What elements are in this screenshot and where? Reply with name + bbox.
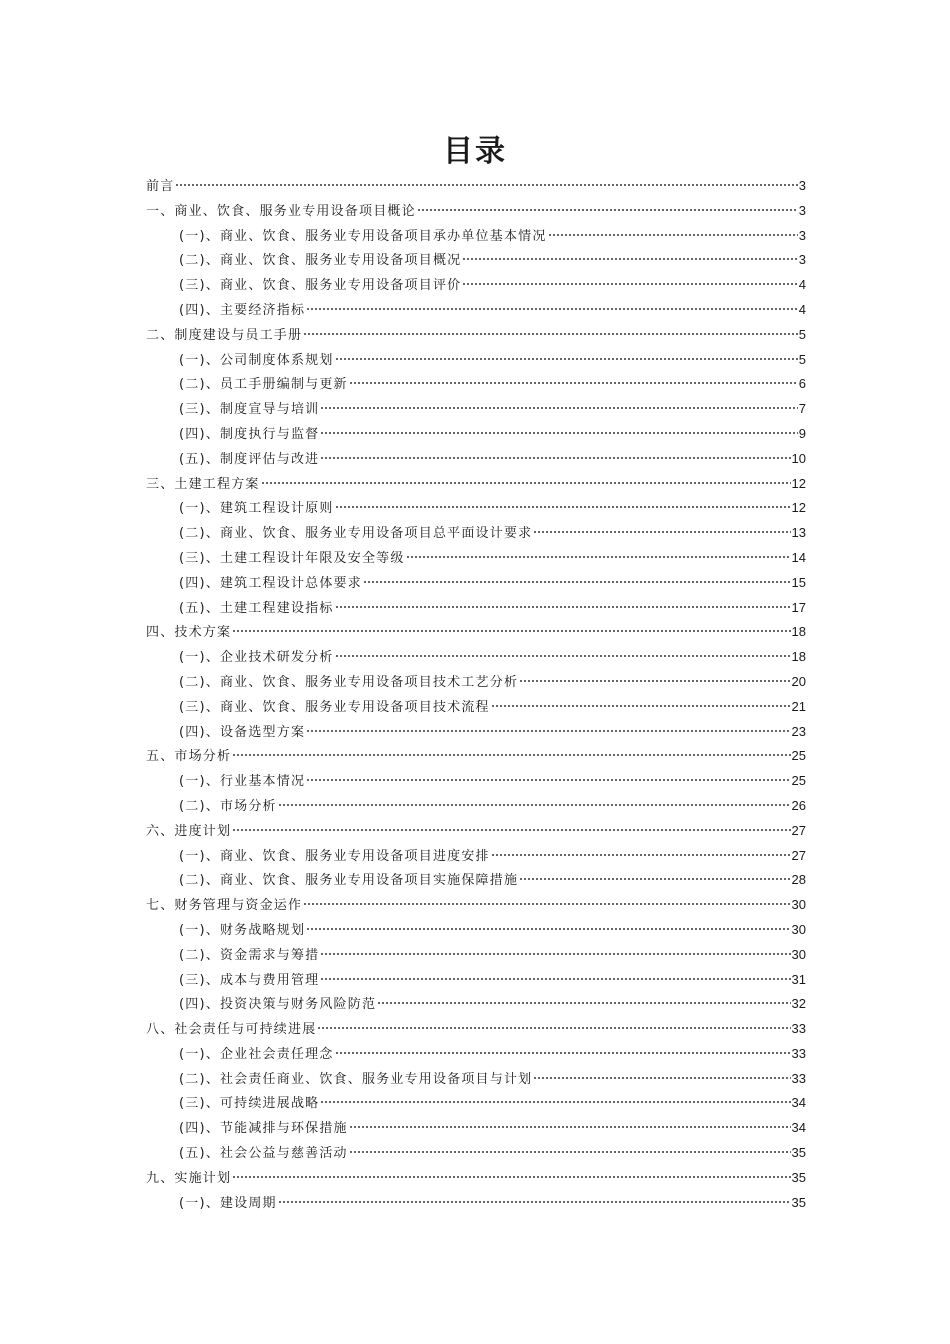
toc-entry[interactable] (146, 844, 806, 869)
toc-entry-page-number: 3 (798, 252, 806, 268)
dot-leader (303, 902, 790, 906)
toc-entry-page-number: 33 (791, 1045, 806, 1061)
toc-entry-page-number: 5 (798, 351, 806, 367)
dot-leader (306, 778, 790, 782)
dot-leader (232, 629, 790, 633)
toc-entry[interactable] (146, 992, 806, 1017)
toc-entry-page-number: 18 (791, 649, 806, 665)
dot-leader (377, 1001, 790, 1005)
toc-entry-page-number: 34 (791, 1095, 806, 1111)
toc-entry-page-number: 3 (798, 202, 806, 218)
toc-entry-page-number: 10 (791, 450, 806, 466)
dot-leader (349, 381, 798, 385)
toc-entry-page-number: 18 (791, 624, 806, 640)
toc-entry-page-number: 25 (791, 748, 806, 764)
dot-leader (533, 1076, 790, 1080)
toc-entry[interactable] (146, 1116, 806, 1141)
toc-entry-page-number: 33 (791, 1021, 806, 1037)
toc-entry-title: (五)、社会公益与慈善活动 (179, 1146, 348, 1162)
toc-entry-page-number: 6 (798, 376, 806, 392)
toc-entry[interactable] (146, 1141, 806, 1166)
toc-entry[interactable] (146, 893, 806, 918)
dot-leader (278, 803, 791, 807)
toc-entry-page-number: 23 (791, 723, 806, 739)
toc-entry[interactable] (146, 596, 806, 621)
toc-entry-page-number: 27 (791, 822, 806, 838)
toc-entry-title: 一、商业、饮食、服务业专用设备项目概论 (146, 203, 416, 219)
toc-entry[interactable] (146, 174, 806, 199)
toc-entry[interactable] (146, 397, 806, 422)
toc-entry[interactable] (146, 298, 806, 323)
toc-entry[interactable] (146, 248, 806, 273)
toc-entry-page-number: 30 (791, 897, 806, 913)
dot-leader (491, 704, 791, 708)
toc-entry-title: 六、进度计划 (146, 823, 232, 839)
toc-entry-page-number: 5 (798, 326, 806, 342)
toc-entry-page-number: 20 (791, 673, 806, 689)
toc-entry[interactable] (146, 1191, 806, 1216)
toc-entry-page-number: 32 (791, 996, 806, 1012)
toc-entry-title: (二)、市场分析 (179, 798, 277, 814)
toc-entry[interactable] (146, 1017, 806, 1042)
dot-leader (533, 530, 790, 534)
toc-entry-page-number: 25 (791, 773, 806, 789)
toc-entry[interactable] (146, 769, 806, 794)
toc-entry-title: (一)、财务战略规划 (179, 922, 306, 938)
dot-leader (317, 1026, 790, 1030)
dot-leader (306, 307, 798, 311)
toc-entry[interactable] (146, 447, 806, 472)
toc-entry-title: (一)、建设周期 (179, 1195, 277, 1211)
toc-entry-page-number: 34 (791, 1120, 806, 1136)
toc-entry-page-number: 13 (791, 525, 806, 541)
toc-entry[interactable] (146, 521, 806, 546)
dot-leader (349, 1125, 791, 1129)
toc-entry-title: (三)、商业、饮食、服务业专用设备项目评价 (179, 278, 462, 294)
toc-entry-title: (三)、商业、饮食、服务业专用设备项目技术流程 (179, 699, 490, 715)
toc-entry-page-number: 31 (791, 971, 806, 987)
dot-leader (320, 431, 797, 435)
toc-entry-title: (一)、建筑工程设计原则 (179, 501, 334, 517)
toc-entry[interactable] (146, 670, 806, 695)
toc-entry-page-number: 12 (791, 475, 806, 491)
dot-leader (320, 406, 797, 410)
toc-entry-title: (五)、制度评估与改进 (179, 451, 320, 467)
toc-entry-title: (四)、主要经济指标 (179, 302, 306, 318)
dot-leader (320, 1100, 790, 1104)
dot-leader (548, 233, 798, 237)
toc-entry-title: (一)、企业技术研发分析 (179, 650, 334, 666)
toc-entry-title: (一)、公司制度体系规划 (179, 352, 334, 368)
dot-leader (462, 257, 797, 261)
dot-leader (232, 828, 790, 832)
toc-entry-page-number: 30 (791, 946, 806, 962)
toc-entry[interactable] (146, 496, 806, 521)
toc-entry-page-number: 4 (798, 277, 806, 293)
dot-leader (175, 183, 797, 187)
toc-entry[interactable] (146, 819, 806, 844)
toc-entry-title: 五、市场分析 (146, 749, 232, 765)
toc-entry-title: (四)、投资决策与财务风险防范 (179, 997, 377, 1013)
dot-leader (320, 977, 790, 981)
toc-entry-title: (四)、建筑工程设计总体要求 (179, 575, 362, 591)
toc-entry-page-number: 28 (791, 872, 806, 888)
toc-entry[interactable] (146, 348, 806, 373)
toc-entry-title: (五)、土建工程建设指标 (179, 600, 334, 616)
toc-entry-title: (二)、员工手册编制与更新 (179, 377, 348, 393)
toc-entry-page-number: 4 (798, 301, 806, 317)
toc-entry-page-number: 33 (791, 1070, 806, 1086)
dot-leader (519, 877, 790, 881)
dot-leader (417, 208, 798, 212)
toc-entry-title: (二)、商业、饮食、服务业专用设备项目概况 (179, 253, 462, 269)
page-title: 目录 (443, 134, 507, 169)
toc-entry[interactable] (146, 224, 806, 249)
dot-leader (261, 481, 791, 485)
toc-entry[interactable] (146, 943, 806, 968)
toc-entry-title: 前言 (146, 179, 175, 194)
toc-entry-title: 四、技术方案 (146, 625, 232, 641)
dot-leader (303, 332, 798, 336)
dot-leader (320, 952, 790, 956)
toc-entry-page-number: 12 (791, 500, 806, 516)
dot-leader (462, 282, 797, 286)
toc-entry-title: 七、财务管理与资金运作 (146, 898, 303, 914)
dot-leader (519, 679, 790, 683)
dot-leader (491, 853, 791, 857)
toc-entry-page-number: 35 (791, 1194, 806, 1210)
toc-entry[interactable] (146, 1091, 806, 1116)
dot-leader (306, 927, 790, 931)
toc-entry-page-number: 27 (791, 847, 806, 863)
toc-entry-title: (一)、商业、饮食、服务业专用设备项目承办单位基本情况 (179, 228, 547, 244)
table-of-contents (146, 174, 806, 1215)
toc-entry-title: (二)、社会责任商业、饮食、服务业专用设备项目与计划 (179, 1071, 533, 1087)
toc-entry-title: (二)、商业、饮食、服务业专用设备项目总平面设计要求 (179, 526, 533, 542)
toc-entry[interactable] (146, 794, 806, 819)
toc-entry-title: (二)、商业、饮食、服务业专用设备项目技术工艺分析 (179, 674, 519, 690)
toc-entry-title: 九、实施计划 (146, 1170, 232, 1186)
dot-leader (335, 357, 798, 361)
toc-entry-title: (一)、行业基本情况 (179, 774, 306, 790)
toc-entry-title: (一)、企业社会责任理念 (179, 1046, 334, 1062)
toc-entry-title: (二)、商业、饮食、服务业专用设备项目实施保障措施 (179, 873, 519, 889)
toc-entry[interactable] (146, 868, 806, 893)
toc-entry-title: (三)、可持续进展战略 (179, 1096, 320, 1112)
dot-leader (363, 580, 791, 584)
toc-entry[interactable] (146, 323, 806, 348)
toc-entry-page-number: 9 (798, 425, 806, 441)
toc-entry[interactable] (146, 1067, 806, 1092)
dot-leader (335, 605, 791, 609)
toc-entry-title: 二、制度建设与员工手册 (146, 327, 303, 343)
toc-entry-page-number: 26 (791, 797, 806, 813)
toc-entry-page-number: 17 (791, 599, 806, 615)
toc-entry[interactable] (146, 968, 806, 993)
toc-entry-page-number: 21 (791, 698, 806, 714)
toc-entry[interactable] (146, 1166, 806, 1191)
toc-entry[interactable] (146, 372, 806, 397)
toc-entry-page-number: 3 (798, 227, 806, 243)
toc-entry[interactable] (146, 422, 806, 447)
dot-leader (335, 505, 791, 509)
toc-entry-title: (一)、商业、饮食、服务业专用设备项目进度安排 (179, 848, 490, 864)
toc-entry-page-number: 35 (791, 1169, 806, 1185)
toc-entry[interactable] (146, 695, 806, 720)
toc-entry-page-number: 30 (791, 921, 806, 937)
dot-leader (232, 1175, 790, 1179)
toc-entry-title: (三)、成本与费用管理 (179, 972, 320, 988)
toc-entry[interactable] (146, 720, 806, 745)
dot-leader (278, 1200, 791, 1204)
toc-entry[interactable] (146, 199, 806, 224)
dot-leader (320, 456, 790, 460)
toc-entry-title: (二)、资金需求与筹措 (179, 947, 320, 963)
toc-entry-title: 八、社会责任与可持续进展 (146, 1022, 317, 1038)
dot-leader (406, 555, 791, 559)
toc-entry-title: (四)、节能减排与环保措施 (179, 1121, 348, 1137)
toc-entry[interactable] (146, 1042, 806, 1067)
toc-entry[interactable] (146, 472, 806, 497)
toc-entry-title: (三)、土建工程设计年限及安全等级 (179, 550, 405, 566)
dot-leader (306, 729, 790, 733)
toc-entry[interactable] (146, 571, 806, 596)
toc-entry-title: (四)、设备选型方案 (179, 724, 306, 740)
toc-entry-page-number: 35 (791, 1145, 806, 1161)
toc-entry[interactable] (146, 645, 806, 670)
toc-entry[interactable] (146, 273, 806, 298)
toc-entry-page-number: 15 (791, 574, 806, 590)
dot-leader (232, 753, 790, 757)
dot-leader (349, 1150, 791, 1154)
toc-entry-title: (四)、制度执行与监督 (179, 426, 320, 442)
toc-entry[interactable] (146, 546, 806, 571)
toc-entry-title: 三、土建工程方案 (146, 476, 260, 492)
toc-entry[interactable] (146, 918, 806, 943)
dot-leader (335, 1051, 791, 1055)
toc-entry-page-number: 14 (791, 549, 806, 565)
dot-leader (335, 654, 791, 658)
toc-entry[interactable] (146, 620, 806, 645)
toc-entry-page-number: 7 (798, 401, 806, 417)
toc-entry[interactable] (146, 744, 806, 769)
toc-entry-title: (三)、制度宣导与培训 (179, 402, 320, 418)
toc-entry-page-number: 3 (798, 178, 806, 193)
